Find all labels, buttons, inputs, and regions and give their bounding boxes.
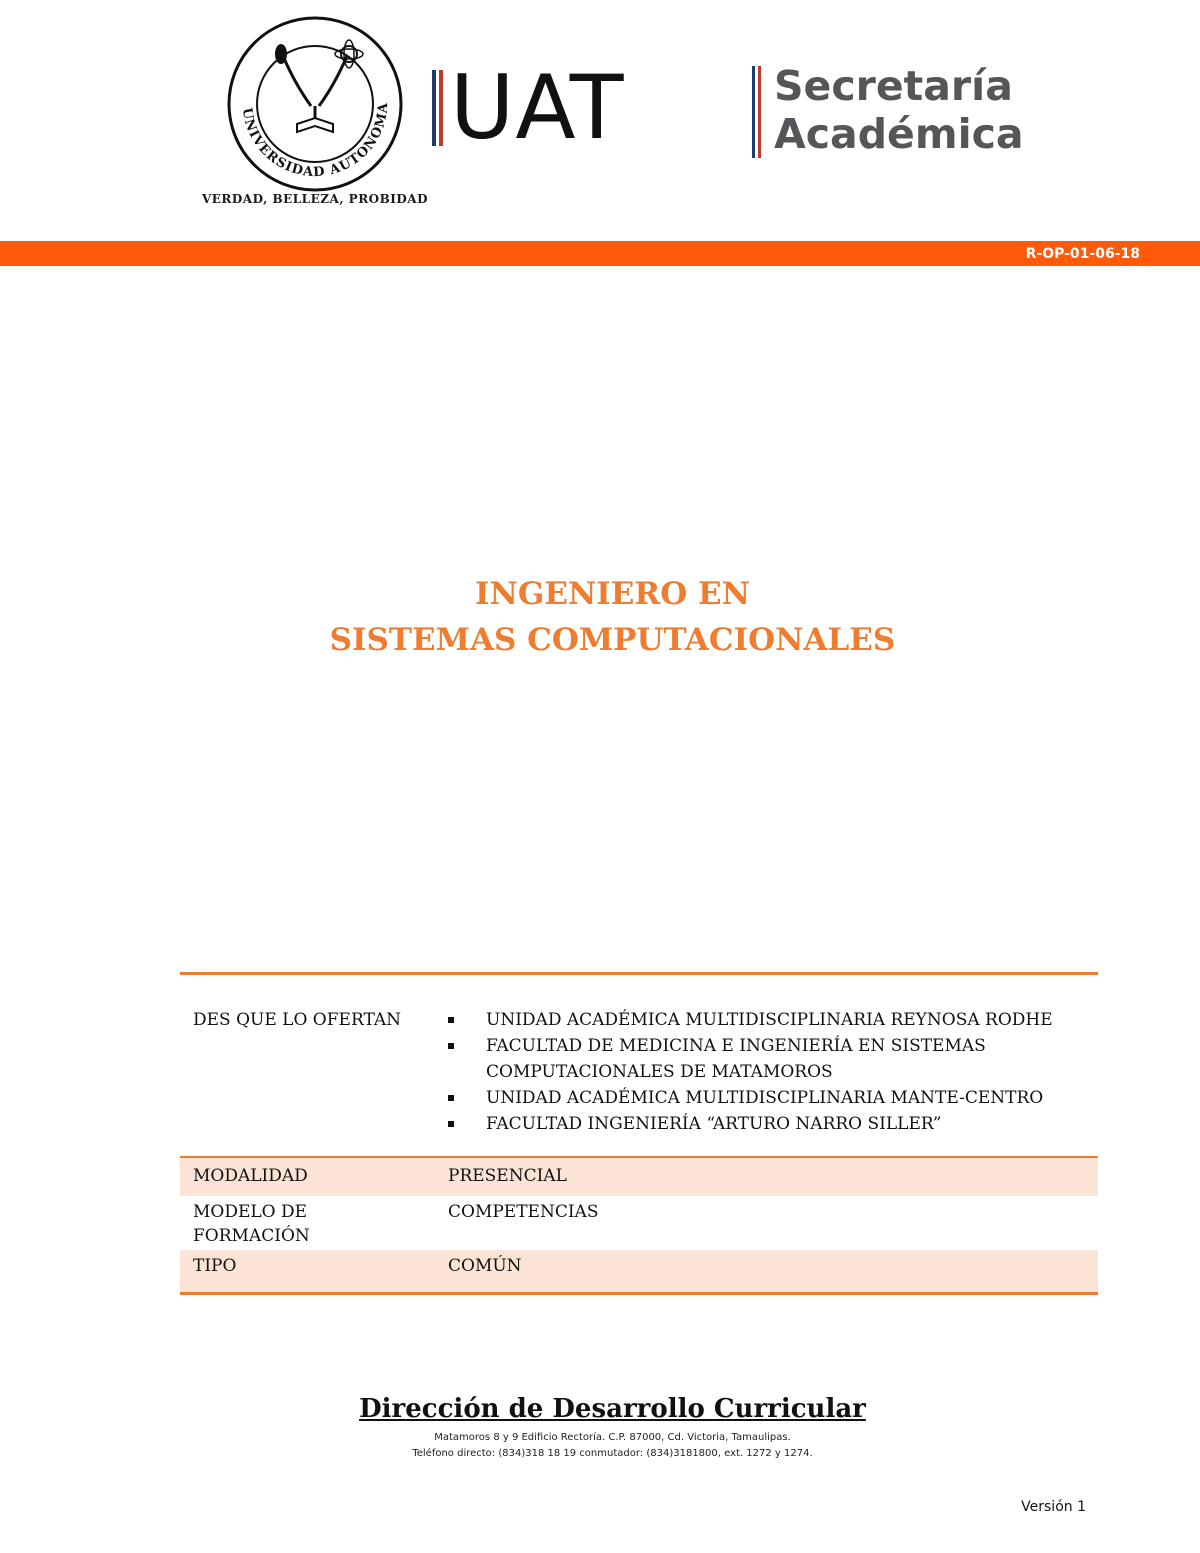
academica-line: Académica [774,110,1024,158]
version-label: Versión 1 [1021,1499,1086,1515]
des-list [448,1007,1098,1137]
modalidad-label: MODALIDAD [193,1166,308,1186]
des-label: DES QUE LO OFERTAN [193,1010,402,1030]
modelo-formacion-label [180,1200,435,1250]
university-motto: VERDAD, BELLEZA, PROBIDAD [201,192,429,206]
footer-address: Matamoros 8 y 9 Edificio Rectoría. C.P. 87000, Cd. Victoria, Tamaulipas. [434,1432,791,1443]
des-list-item [448,1007,1098,1033]
tipo-value: COMÚN [448,1256,522,1276]
des-list-item [448,1033,1098,1085]
bullet-icon [448,1043,454,1049]
modelo-formacion-row [180,1196,1098,1250]
logo-bar-navy [752,66,755,158]
bullet-icon [448,1095,454,1101]
footer-title: Dirección de Desarrollo Curricular [359,1394,866,1424]
logo-bar-navy [432,70,436,146]
des-list-item [448,1085,1098,1111]
modalidad-row [180,1156,1098,1196]
logo-bar-red [439,70,443,146]
modelo-label-line-2: FORMACIÓN [193,1226,310,1246]
modelo-formacion-value: COMPETENCIAS [448,1202,599,1222]
logo-bar-red [758,66,761,158]
program-title [150,571,1075,663]
footer-phone: Teléfono directo: (834)318 18 19 conmutador: (834)3181800, ext. 1272 y 1274. [412,1448,813,1459]
modalidad-value: PRESENCIAL [448,1166,567,1186]
svg-text:UNIVERSIDAD AUTONOMA DE TAMAUL [225,14,391,180]
title-line-2: SISTEMAS COMPUTACIONALES [329,622,896,658]
table-bottom-rule [180,1292,1098,1295]
modelo-label-line-1: MODELO DE [193,1202,308,1222]
secretaria-academica-logo [752,62,1024,158]
des-item-text: UNIDAD ACADÉMICA MULTIDISCIPLINARIA MANTE-CENTRO [486,1088,1044,1108]
des-item-text: FACULTAD INGENIERÍA “ARTURO NARRO SILLER” [486,1114,942,1134]
des-list-item [448,1111,1098,1137]
des-item-text: FACULTAD DE MEDICINA E INGENIERÍA EN SISTEMAS COMPUTACIONALES DE MATAMOROS [486,1036,986,1082]
des-row [180,975,1098,1156]
seal-ring-text: UNIVERSIDAD AUTONOMA [238,101,392,181]
tipo-row [180,1250,1098,1292]
university-seal-logo [225,14,405,194]
title-line-1: INGENIERO EN [475,576,750,612]
document-code: R-OP-01-06-18 [1025,246,1140,262]
uat-logo-text: UAT [450,56,625,159]
uat-logo [432,56,625,159]
bullet-icon [448,1121,454,1127]
secretaria-line: Secretaría [774,62,1013,110]
bullet-icon [448,1017,454,1023]
tipo-label: TIPO [193,1256,237,1276]
program-info-table [180,972,1098,1295]
des-item-text: UNIDAD ACADÉMICA MULTIDISCIPLINARIA REYNOSA RODHE [486,1010,1053,1030]
